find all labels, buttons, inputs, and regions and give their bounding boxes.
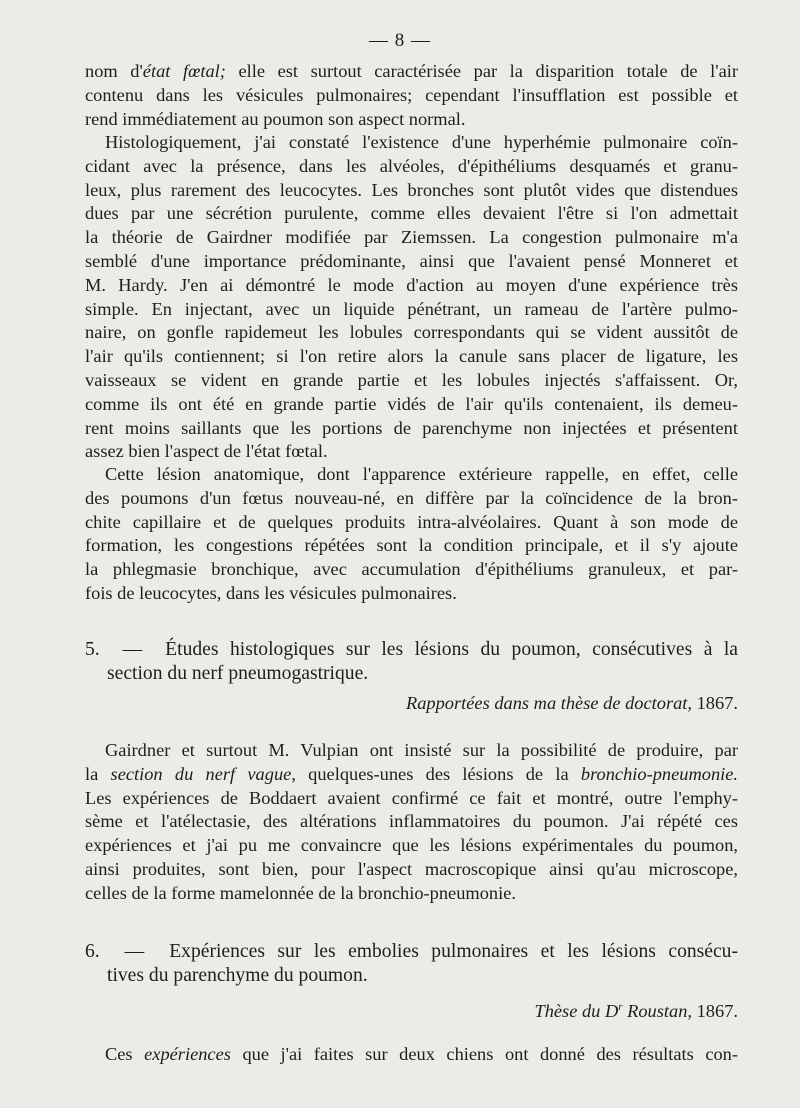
section-6-heading <box>85 940 738 988</box>
text-line: sème et l'atélectasie, des altérations inflammatoires du poumon. J'ai répété ces <box>85 811 738 832</box>
section-6-reference <box>85 996 738 1020</box>
page-number: — 8 — <box>369 30 431 51</box>
text-line: celles de la forme mamelonnée de la bronchio-pneumonie. <box>85 882 516 903</box>
text-line: Histologiquement, j'ai constaté l'existence d'une hyperhémie pulmonaire coïn- <box>105 132 738 152</box>
paragraph-etat-foetal <box>85 60 738 131</box>
italic-term: expériences <box>144 1044 231 1064</box>
text-line: comme ils ont été en grande partie vidés de l'air qu'ils contenaient, ils demeu- <box>85 393 738 414</box>
text-line: leux, plus rarement des leucocytes. Les bronches sont plutôt vides que distendues <box>85 179 738 200</box>
section-number: 6. <box>85 941 100 962</box>
text-line: fois de leucocytes, dans les vésicules pulmonaires. <box>85 582 457 603</box>
text-line: semblé d'une importance prédominante, ainsi que l'avaient pensé Monneret et <box>85 250 738 271</box>
text-line: cidant avec la présence, dans les alvéoles, d'épithéliums desquamés et granu- <box>85 155 738 176</box>
section-title-line: 5. — Études histologiques sur les lésions du poumon, consécutives à la <box>85 639 739 660</box>
text-line: Les expériences de Boddaert avaient confirmé ce fait et montré, outre l'emphy- <box>85 787 738 808</box>
section-6-body <box>85 1043 738 1067</box>
section-5-reference <box>85 692 738 716</box>
text-line: simple. En injectant, avec un liquide pénétrant, un rameau de l'artère pulmo- <box>85 298 738 319</box>
section-5-heading <box>85 638 738 686</box>
text-line: M. Hardy. J'en ai démontré le mode d'action au moyen d'une expérience très <box>85 274 738 295</box>
section-title-line: 6. — Expériences sur les embolies pulmonaires et les lésions consécu- <box>85 941 739 962</box>
text-line: Gairdner et surtout M. Vulpian ont insisté sur la possibilité de produire, par <box>105 740 738 760</box>
text-line: formation, les congestions répétées sont la condition principale, et il s'y ajoute <box>85 535 738 556</box>
text-line: l'air qu'ils contiennent; si l'on retire alors la canule sans placer de ligature, les <box>85 346 738 367</box>
text-line: nom d'état fœtal; elle est surtout caractérisée par la disparition totale de l'air <box>85 61 738 81</box>
text-line: la théorie de Gairdner modifiée par Ziemssen. La congestion pulmonaire m'a <box>85 227 738 248</box>
text-line: vaisseaux se vident en grande partie et les lobules injectés s'affaissent. Or, <box>85 369 738 390</box>
text-line: des poumons d'un fœtus nouveau-né, en diffère par la coïncidence de la bron- <box>85 487 738 508</box>
section-title-line: tives du parenchyme du poumon. <box>107 964 368 986</box>
text-line: assez bien l'aspect de l'état fœtal. <box>85 441 328 462</box>
text-line: la section du nerf vague, quelques-unes des lésions de la bronchio-pneumonie. <box>85 763 739 784</box>
section-5-body <box>85 739 738 906</box>
text-line: rent moins saillants que les portions de parenchyme non injectées et présentent <box>85 417 738 438</box>
section-dash: — <box>122 639 143 660</box>
italic-term: état fœtal; <box>142 61 226 81</box>
text-line: Cette lésion anatomique, dont l'apparence extérieure rappelle, en effet, celle <box>105 464 738 484</box>
text-line: naire, on gonfle rapidemeut les lobules correspondants qui se vident aussitôt de <box>85 322 738 343</box>
paragraph-lesion-anatomique <box>85 463 738 606</box>
text-line: rend immédiatement au poumon son aspect normal. <box>85 108 466 129</box>
reference-line: Rapportées dans ma thèse de doctorat, 1867. <box>405 693 738 713</box>
text-line: ainsi produites, sont bien, pour l'aspect macroscopique ainsi qu'au microscope, <box>85 858 738 879</box>
paragraph-histologie <box>85 131 738 464</box>
reference-line: Thèse du $D^r$ Roustan, 1867. <box>534 1001 738 1022</box>
text-line: dues par une sécrétion purulente, comme elles devaient l'être si l'on admettait <box>85 203 738 224</box>
text-line: Ces expériences que j'ai faites sur deux chiens ont donné des résultats con- <box>105 1044 738 1064</box>
italic-term: bronchio-pneumonie. <box>580 763 739 784</box>
section-number: 5. <box>85 639 100 660</box>
italic-term: section du nerf vague <box>110 763 292 784</box>
section-title-line: section du nerf pneumogastrique. <box>107 662 369 684</box>
text-line: la phlegmasie bronchique, avec accumulation d'épithéliums granuleux, et par- <box>85 559 738 580</box>
text-line: contenu dans les vésicules pulmonaires; cependant l'insufflation est possible et <box>85 84 738 105</box>
text-line: chite capillaire et de quelques produits intra-alvéolaires. Quant à son mode de <box>85 511 738 532</box>
text-line: expériences et j'ai pu me convaincre que les lésions expérimentales du poumon, <box>85 835 738 856</box>
section-dash: — <box>124 941 145 962</box>
